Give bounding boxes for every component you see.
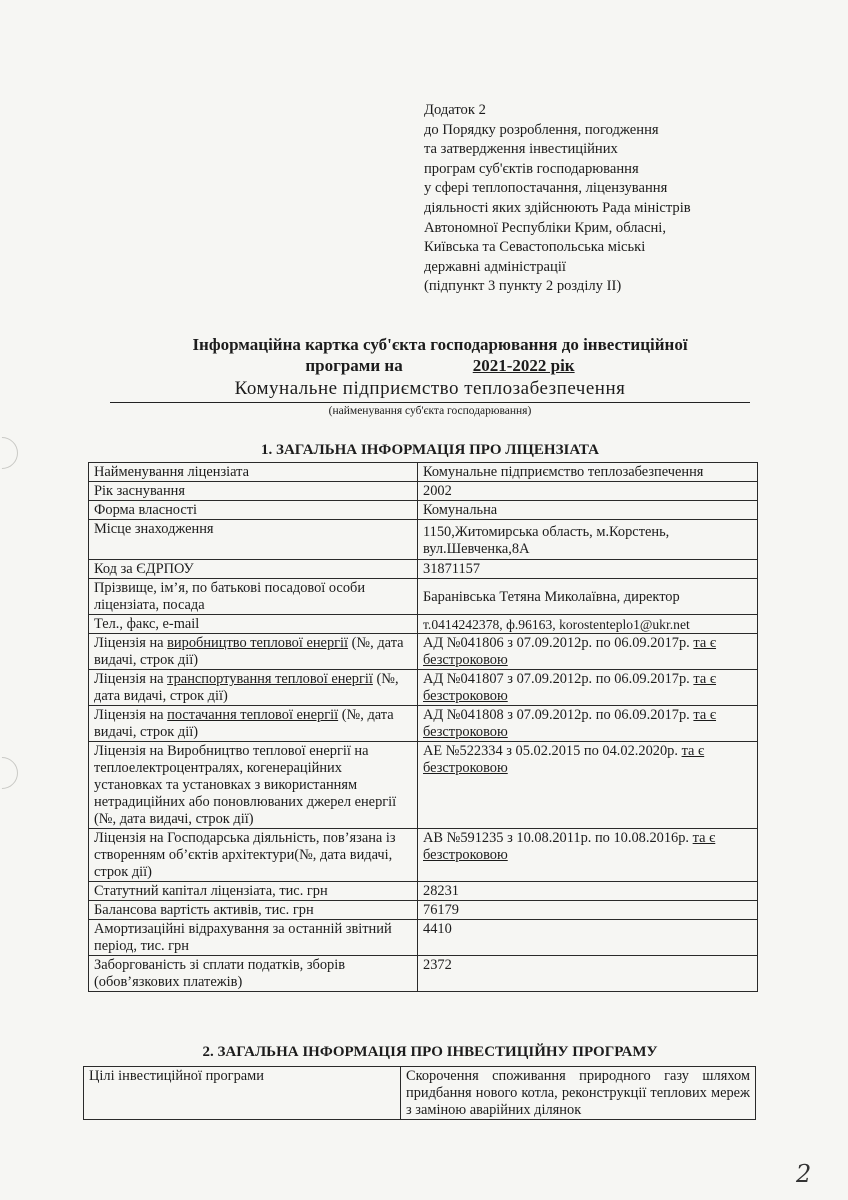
entity-name: Комунальне підприємство теплозабезпечення [110,378,750,403]
row-label: Форма власності [89,501,418,520]
annex-line: Київська та Севастопольська міські [424,239,646,256]
license-number: АЕ №522334 з 05.02.2015 по 04.02.2020р. [423,743,682,759]
table-row [89,920,758,956]
license-validity: та є безстроковою [423,830,716,863]
table-row [89,579,758,615]
annex-line: програм суб'єктів господарювання [424,160,639,177]
annex-line: державні адміністрації [424,258,566,275]
row-label: Місце знаходження [89,520,418,560]
investment-program-table [83,1066,756,1120]
label-part-underlined: транспортування теплової енергії [167,671,373,687]
table-row [89,829,758,882]
annex-line: до Порядку розроблення, погодження [424,121,659,138]
licensee-info-table [88,462,758,992]
row-value: 4410 [418,920,758,956]
row-value: 76179 [418,901,758,920]
annex-line: (підпункт 3 пункту 2 розділу II) [424,278,622,295]
license-number: АВ №591235 з 10.08.2011р. по 10.08.2016р. [423,830,693,846]
row-value [418,634,758,670]
row-value: 2372 [418,956,758,992]
label-part: (№, дата видачі, строк дії) [94,707,394,740]
row-label: Заборгованість зі сплати податків, зборів (обов’язкових платежів) [89,956,418,992]
row-value: Скорочення споживання природного газу шляхом придбання нового котла, реконструкції теплових мереж з заміною аварійних ділянок [401,1067,756,1120]
section-2-heading: 2. ЗАГАЛЬНА ІНФОРМАЦІЯ ПРО ІНВЕСТИЦІЙНУ ПРОГРАМУ [202,1044,658,1060]
entity-name-caption: (найменування суб'єкта господарювання) [328,405,532,417]
annex-line: діяльності яких здійснюють Рада міністрів [424,199,691,216]
table-row [89,901,758,920]
row-label: Прізвище, ім’я, по батькові посадової особи ліцензіата, посада [89,579,418,615]
annex-line: та затвердження інвестиційних [424,141,618,158]
row-label [89,670,418,706]
label-part: Ліцензія на [94,635,168,651]
license-validity: та є безстроковою [423,707,717,740]
table-row [89,501,758,520]
license-validity: та є безстроковою [423,671,717,704]
row-label: Ліцензія на Виробництво теплової енергії на теплоелектроцентралях, когенераційних установках та установках з використанням нетрадиційних або поновлюваних джерел енергії (№, дата видачі, строк дії) [89,742,418,829]
table-row [89,615,758,634]
annex-line: у сфері теплопостачання, ліцензування [424,180,668,197]
title-line-2 [305,355,574,376]
title-prefix: програми на [305,356,403,375]
annex-block [424,101,691,297]
table-row [89,742,758,829]
row-value: Баранівська Тетяна Миколаївна, директор [418,579,758,615]
table-row [89,670,758,706]
label-part-underlined: виробництво теплової енергії [167,635,349,651]
annex-line: Додаток 2 [424,102,486,118]
row-value: 2002 [418,482,758,501]
license-validity: та є безстроковою [423,743,705,776]
binder-hole-mark [0,430,25,475]
title-year: 2021-2022 рік [472,356,575,375]
row-label: Ліцензія на Господарська діяльність, пов’язана із створенням об’єктів архітектури(№, дата видачі, строк дії) [89,829,418,882]
row-label: Статутний капітал ліцензіата, тис. грн [89,882,418,901]
row-value [418,670,758,706]
license-validity: та є безстроковою [423,635,717,668]
row-value: 28231 [418,882,758,901]
row-label: Цілі інвестиційної програми [84,1067,401,1120]
table-row [89,956,758,992]
row-label: Балансова вартість активів, тис. грн [89,901,418,920]
table-row [89,706,758,742]
binder-hole-mark [0,750,25,795]
table-row [84,1067,756,1120]
label-part-underlined: постачання теплової енергії [167,707,339,723]
row-value [418,742,758,829]
section-1-heading: 1. ЗАГАЛЬНА ІНФОРМАЦІЯ ПРО ЛІЦЕНЗІАТА [261,442,599,458]
table-row [89,882,758,901]
row-label [89,634,418,670]
page-number: 2 [796,1160,812,1188]
row-value: Комунальне підприємство теплозабезпечення [418,463,758,482]
table-row [89,520,758,560]
row-label: Тел., факс, e-mail [89,615,418,634]
label-part: Ліцензія на [94,671,168,687]
table-row [89,463,758,482]
row-label [89,706,418,742]
label-part: (№, дата видачі, строк дії) [94,671,399,704]
title-line-1: Інформаційна картка суб'єкта господарювання до інвестиційної [192,335,688,354]
row-value [418,706,758,742]
row-value: Комунальна [418,501,758,520]
license-number: АД №041807 з 07.09.2012р. по 06.09.2017р. [423,671,694,687]
annex-line: Автономної Республіки Крим, обласні, [424,219,667,236]
row-label: Рік заснування [89,482,418,501]
license-number: АД №041808 з 07.09.2012р. по 06.09.2017р. [423,707,694,723]
row-label: Найменування ліцензіата [89,463,418,482]
label-part: (№, дата видачі, строк дії) [94,635,404,668]
row-value: 1150,Житомирська область, м.Корстень, вул.Шевченка,8А [418,520,758,560]
document-title [100,334,780,376]
row-value [418,829,758,882]
table-row [89,482,758,501]
table-row [89,634,758,670]
row-value: 31871157 [418,560,758,579]
license-number: АД №041806 з 07.09.2012р. по 06.09.2017р. [423,635,694,651]
label-part: Ліцензія на [94,707,168,723]
row-label: Амортизаційні відрахування за останній звітний період, тис. грн [89,920,418,956]
row-label: Код за ЄДРПОУ [89,560,418,579]
table-row [89,560,758,579]
row-value: т.0414242378, ф.96163, korostenteplo1@ukr.net [418,615,758,634]
